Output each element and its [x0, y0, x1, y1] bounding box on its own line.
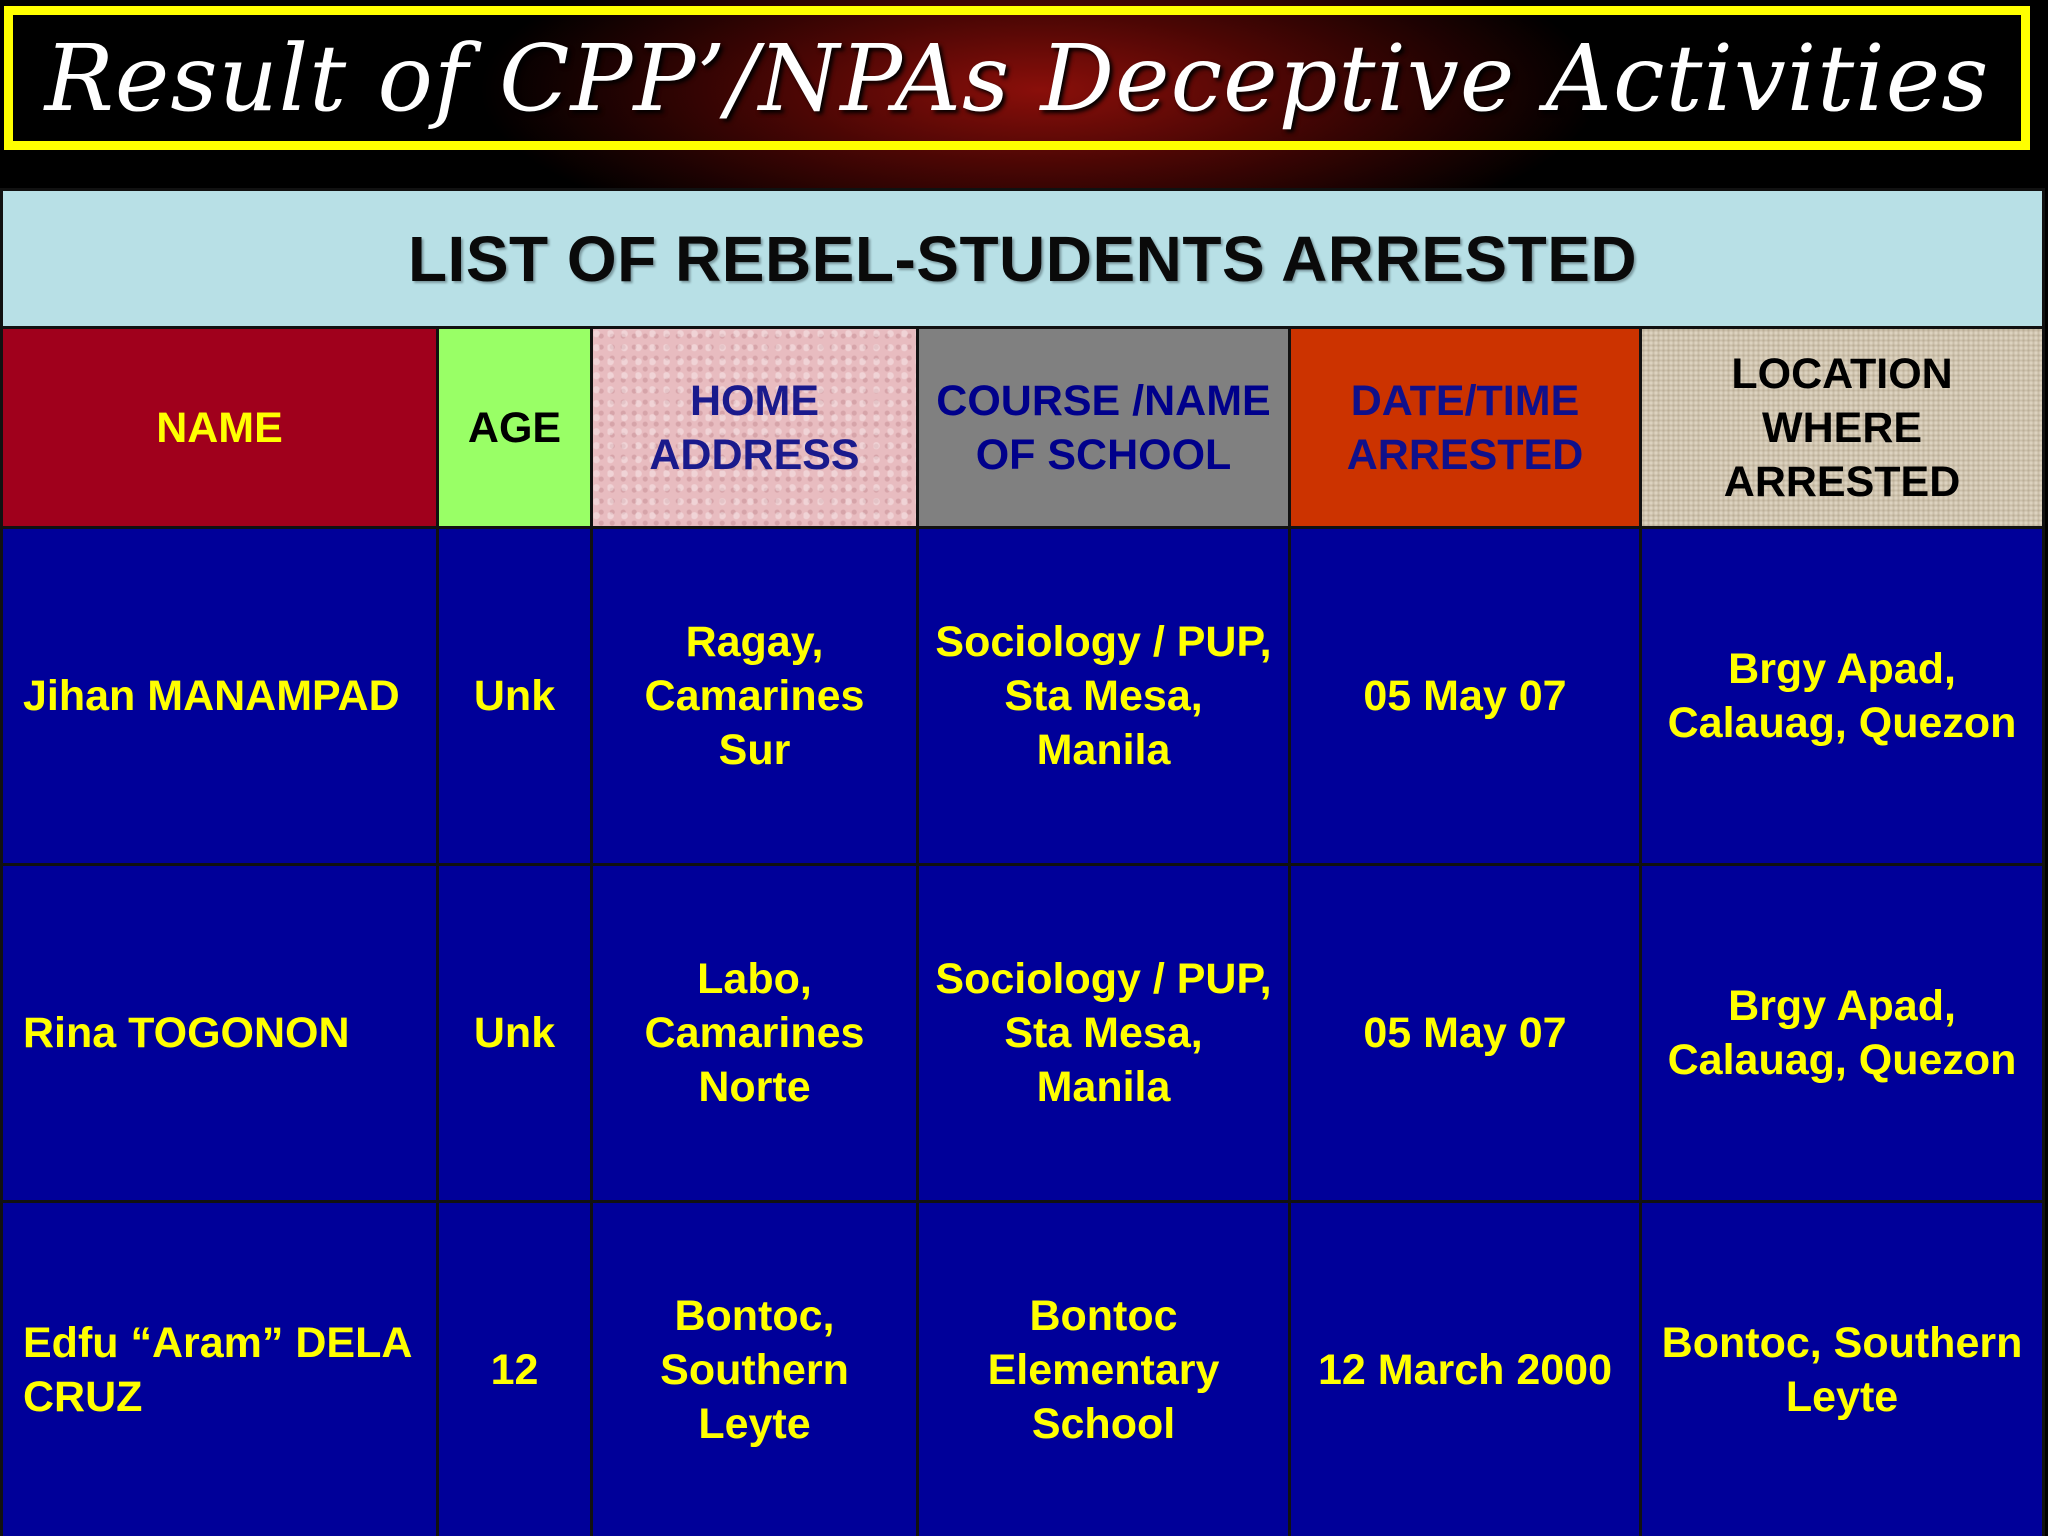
- header-name: NAME: [2, 328, 438, 528]
- cell-age: Unk: [438, 528, 592, 865]
- header-age: AGE: [438, 328, 592, 528]
- cell-date-arrested: 05 May 07: [1290, 528, 1641, 865]
- slide-title: Result of CPP’/NPAs Deceptive Activities: [44, 24, 1990, 132]
- slide-title-bar: [4, 6, 2030, 150]
- header-date-arrested: DATE/TIME ARRESTED: [1290, 328, 1641, 528]
- cell-age: Unk: [438, 865, 592, 1202]
- table-row: [2, 1202, 2044, 1536]
- table-row: [2, 865, 2044, 1202]
- header-course-school: COURSE /NAME OF SCHOOL: [918, 328, 1290, 528]
- cell-date-arrested: 12 March 2000: [1290, 1202, 1641, 1536]
- cell-home-address: Bontoc, Southern Leyte: [592, 1202, 918, 1536]
- cell-name: Jihan MANAMPAD: [2, 528, 438, 865]
- cell-location: Brgy Apad, Calauag, Quezon: [1641, 865, 2044, 1202]
- list-title: LIST OF REBEL-STUDENTS ARRESTED: [2, 190, 2044, 328]
- arrest-list-table-wrap: [0, 188, 2042, 1536]
- cell-location: Brgy Apad, Calauag, Quezon: [1641, 528, 2044, 865]
- cell-age: 12: [438, 1202, 592, 1536]
- cell-name: Edfu “Aram” DELA CRUZ: [2, 1202, 438, 1536]
- header-location: LOCATION WHERE ARRESTED: [1641, 328, 2044, 528]
- arrest-list-table: [0, 188, 2045, 1536]
- table-row: [2, 528, 2044, 865]
- cell-course-school: Bontoc Elementary School: [918, 1202, 1290, 1536]
- cell-name: Rina TOGONON: [2, 865, 438, 1202]
- cell-course-school: Sociology / PUP, Sta Mesa, Manila: [918, 528, 1290, 865]
- cell-course-school: Sociology / PUP, Sta Mesa, Manila: [918, 865, 1290, 1202]
- cell-date-arrested: 05 May 07: [1290, 865, 1641, 1202]
- header-home-address: HOME ADDRESS: [592, 328, 918, 528]
- cell-home-address: Ragay, Camarines Sur: [592, 528, 918, 865]
- header-row: [2, 328, 2044, 528]
- cell-home-address: Labo, Camarines Norte: [592, 865, 918, 1202]
- cell-location: Bontoc, Southern Leyte: [1641, 1202, 2044, 1536]
